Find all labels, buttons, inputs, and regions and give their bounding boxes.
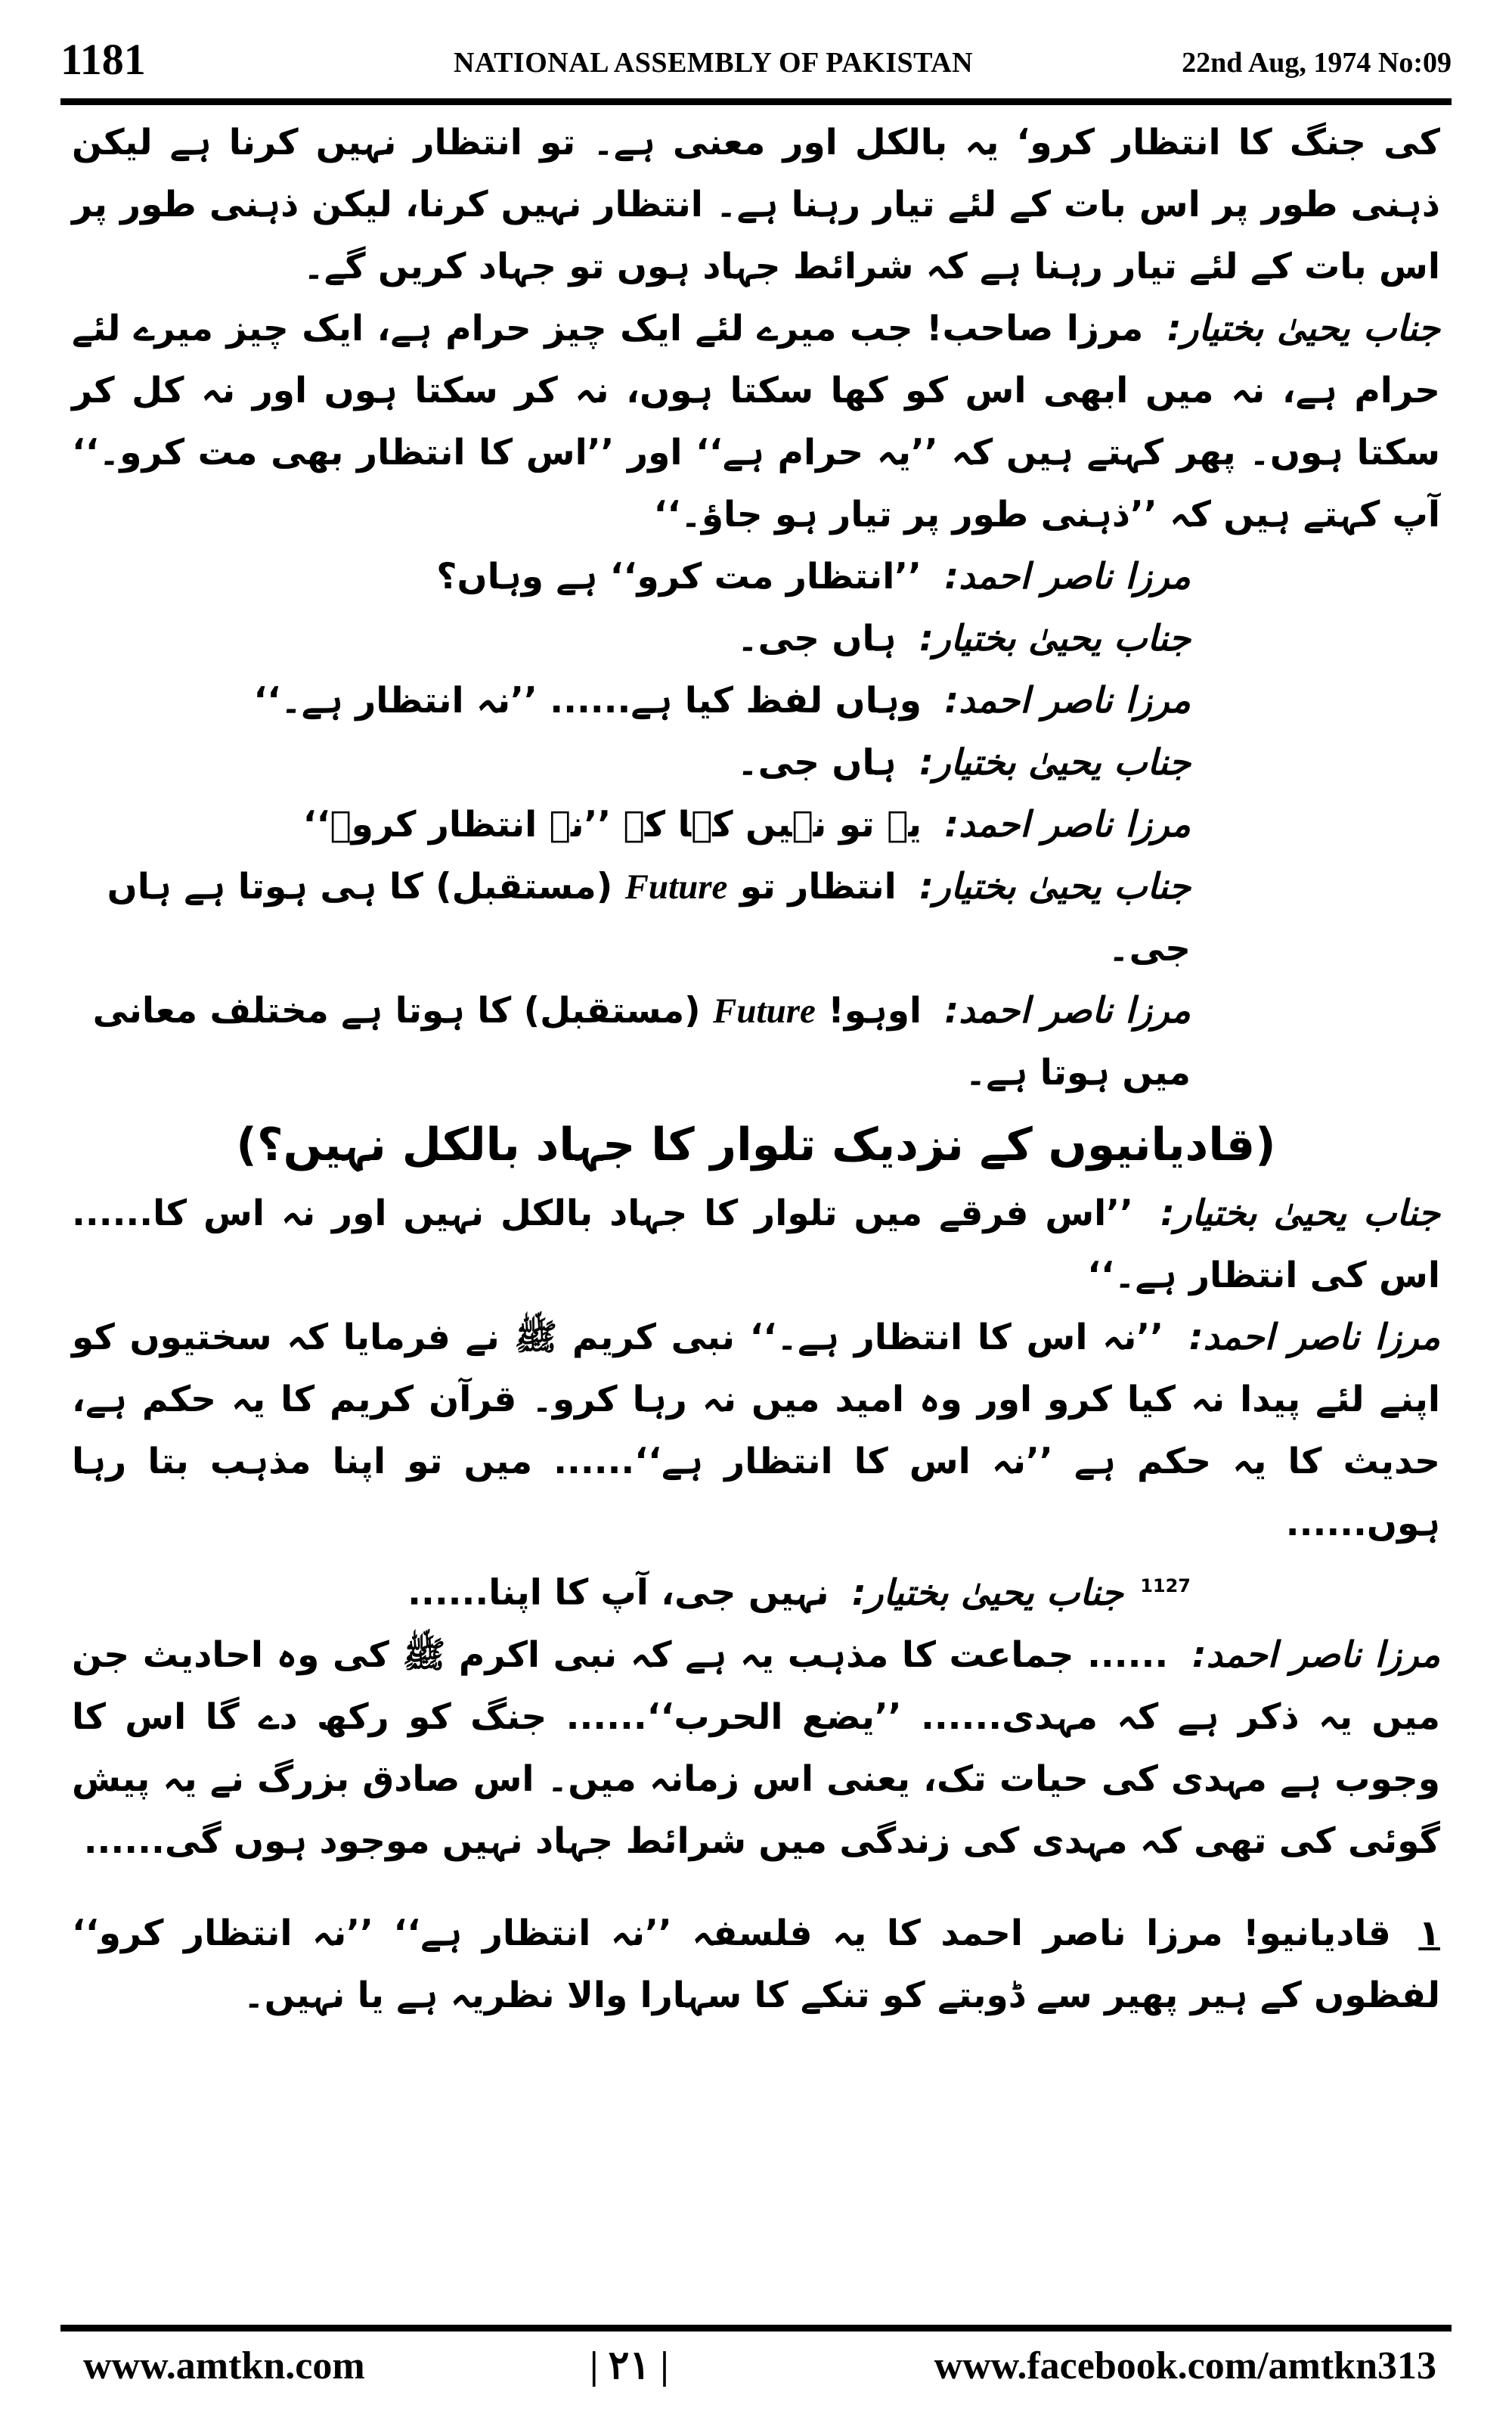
header-date-number: 22nd Aug, 1974 No:09: [1182, 47, 1452, 79]
speech-text: ہاں جی۔: [737, 742, 897, 783]
speech-entry: [72, 856, 1440, 980]
speech-entry: [72, 608, 1440, 670]
speech-text: وہاں لفظ کیا ہے...... ’’نہ انتظار ہے۔‘‘: [253, 680, 922, 721]
footer-page-number: | ۲۱ |: [590, 2344, 669, 2387]
speech-entry: [72, 794, 1440, 856]
footer-rule: [60, 2325, 1452, 2332]
speech-entry: [72, 1183, 1440, 1307]
speech-text: (مستقبل) کا ہوتا ہے مختلف معانی میں ہوتا ہے۔: [92, 990, 1191, 1094]
page-number: 1181: [60, 35, 146, 84]
speech-entry: [72, 670, 1440, 732]
speech-entry: [72, 1307, 1440, 1555]
speech-entry: [72, 546, 1440, 608]
speaker-name: مرزا ناصر احمد:: [944, 680, 1191, 721]
body-text: [72, 112, 1440, 2027]
speech-entry: [72, 298, 1440, 546]
speaker-name: جناب یحییٰ بختیار:: [919, 742, 1191, 783]
speech-text: ’’نہ اس کا انتظار ہے۔‘‘ نبی کریم ﷺ نے فرمایا کہ سختیوں کو اپنے لئے پیدا نہ کیا کرو اور وہ امید میں نہ رہا کرو۔ قرآن کریم کا یہ حکم ہے، حدیث کا یہ حکم ہے ’’نہ اس کا انتظار ہے‘‘...... میں تو اپنا مذہب بتا رہا ہوں......: [72, 1317, 1440, 1544]
speaker-name: مرزا ناصر احمد:: [944, 556, 1191, 597]
speech-text: ’’انتظار مت کرو‘‘ ہے وہاں؟: [436, 556, 922, 597]
speech-text: یہ تو نہیں کہا کہ ’’نہ انتظار کروؓ‘‘: [302, 804, 922, 845]
speech-text: اوہو!: [828, 990, 922, 1032]
speaker-name: جناب یحییٰ بختیار:: [919, 866, 1191, 908]
speaker-name: مرزا ناصر احمد:: [944, 804, 1191, 845]
page-footer: [60, 2340, 1452, 2400]
speaker-name: جناب یحییٰ بختیار:: [919, 618, 1191, 659]
english-word: Future: [624, 867, 728, 907]
speech-entry: [72, 980, 1440, 1104]
speaker-name: مرزا ناصر احمد:: [944, 990, 1191, 1032]
speech-entry: [72, 1555, 1440, 1624]
speech-text: ’’اس فرقے میں تلوار کا جہاد بالکل نہیں اور نہ اس کا...... اس کی انتظار ہے۔‘‘: [72, 1193, 1440, 1296]
footnote-text: قادیانیو! مرزا ناصر احمد کا یہ فلسفہ ’’نہ انتظار ہے‘‘ ’’نہ انتظار کرو‘‘ لفظوں کے ہیر پھیر سے ڈوبتے کو تنکے کا سہارا والا نظریہ ہے یا نہیں۔: [72, 1912, 1440, 2016]
speech-text: (مستقبل) کا ہی ہوتا ہے ہاں جی۔: [107, 866, 1191, 970]
speech-text: ہاں جی۔: [737, 618, 897, 659]
footnote: [72, 1903, 1440, 2027]
spacer: [72, 1872, 1440, 1903]
speech-text: مرزا صاحب! جب میرے لئے ایک چیز حرام ہے، ایک چیز میرے لئے حرام ہے، نہ میں ابھی اس کو کھا سکتا ہوں، نہ کر سکتا ہوں اور نہ کل کر سکتا ہوں۔ پھر کہتے ہیں کہ ’’یہ حرام ہے‘‘ اور ’’اس کا انتظار بھی مت کرو۔‘‘ آپ کہتے ہیں کہ ’’ذہنی طور پر تیار ہو جاؤ۔‘‘: [72, 308, 1440, 535]
speech-text: انتظار تو: [739, 866, 897, 908]
paragraph: کی جنگ کا انتظار کرو‘ یہ بالکل اور معنی ہے۔ تو انتظار نہیں کرنا ہے لیکن ذہنی طور پر اس بات کے لئے تیار رہنا ہے۔ انتظار نہیں کرنا، لیکن ذہنی طور پر اس بات کے لئے تیار رہنا ہے کہ شرائط جہاد ہوں تو جہاد کریں گے۔: [72, 122, 1440, 287]
speech-text: نہیں جی، آپ کا اپنا......: [407, 1571, 829, 1614]
speech-text: ...... جماعت کا مذہب یہ ہے کہ نبی اکرم ﷺ کی وہ احادیث جن میں یہ ذکر ہے کہ مہدی...... ’’یضع الحرب‘‘...... جنگ کو رکھ دے گا اس کا وجوب ہے مہدی کی حیات تک، یعنی اس زمانہ میں۔ اس صادق بزرگ نے یہ پیش گوئی کی تھی کہ مہدی کی زندگی میں شرائط جہاد نہیں موجود ہوں گی......: [72, 1634, 1440, 1862]
speaker-name: مرزا ناصر احمد:: [1188, 1317, 1440, 1358]
footer-facebook-link[interactable]: www.facebook.com/amtkn313: [934, 2344, 1436, 2387]
english-word: Future: [713, 991, 816, 1031]
footnote-marker: ۱: [1418, 1912, 1440, 1954]
page-header: [60, 33, 1452, 94]
speaker-name: جناب یحییٰ بختیار:: [1167, 308, 1440, 349]
speech-entry: [72, 732, 1440, 794]
speech-entry: [72, 1624, 1440, 1872]
section-heading: (قادیانیوں کے نزدیک تلوار کا جہاد بالکل نہیں؟): [236, 1118, 1276, 1171]
speaker-name: جناب یحییٰ بختیار:: [1160, 1193, 1440, 1234]
header-rule: [60, 98, 1452, 105]
header-title: NATIONAL ASSEMBLY OF PAKISTAN: [454, 47, 974, 79]
speaker-name: جناب یحییٰ بختیار:: [851, 1571, 1123, 1614]
original-page-marker: 1127: [1140, 1575, 1191, 1596]
speaker-name: مرزا ناصر احمد:: [1191, 1634, 1440, 1676]
footer-website-link[interactable]: www.amtkn.com: [83, 2344, 365, 2387]
